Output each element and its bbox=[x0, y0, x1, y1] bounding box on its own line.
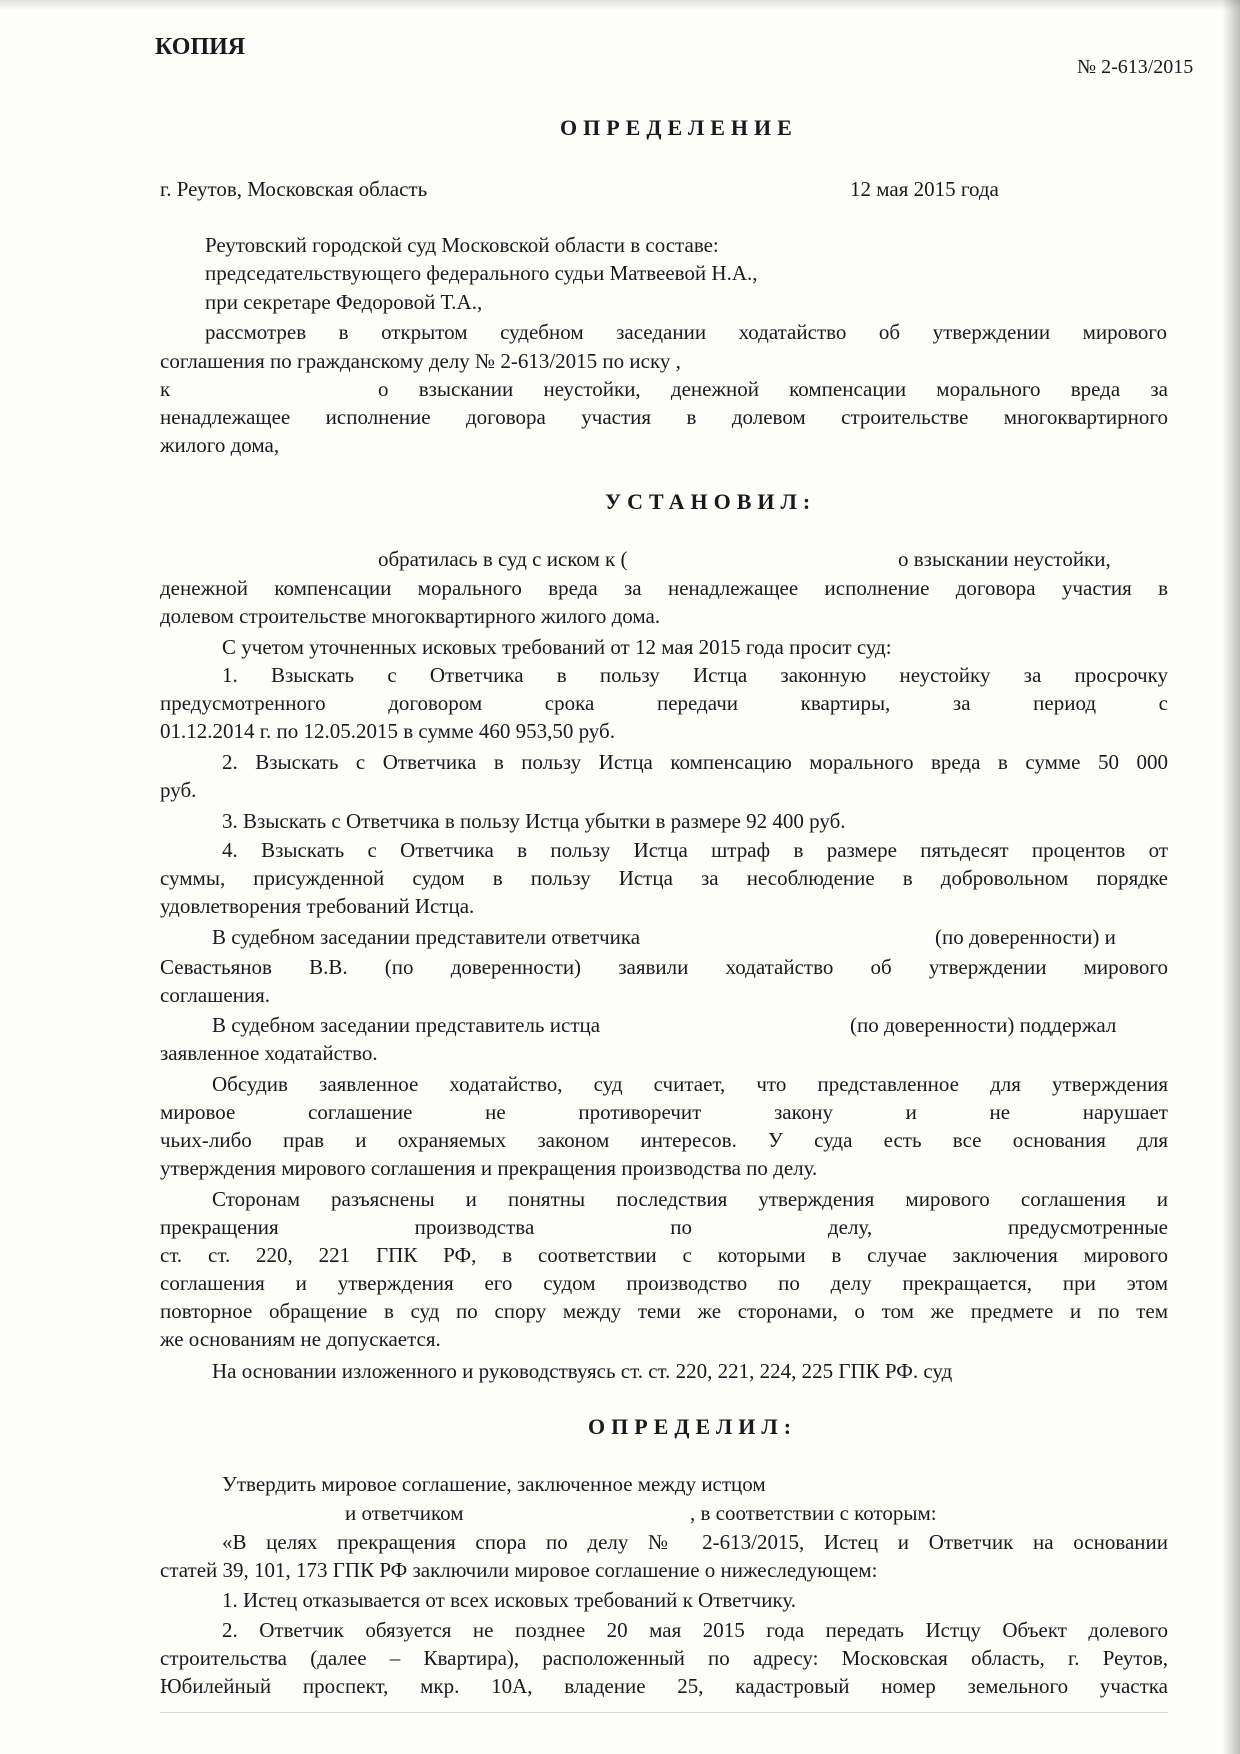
place: г. Реутов, Московская область bbox=[160, 177, 428, 201]
discussion-4: утверждения мирового соглашения и прекращения производства по делу. bbox=[160, 1156, 818, 1180]
decided-heading: ОПРЕДЕЛИЛ: bbox=[588, 1414, 798, 1439]
claim-line-1a: обратилась в суд с иском к ( bbox=[378, 547, 628, 571]
request-4b: суммы, присужденной судом в пользу Истца за несоблюдение в добровольном порядке bbox=[160, 866, 1168, 890]
request-4a: 4. Взыскать с Ответчика в пользу Истца штраф в размере пятьдесят процентов от bbox=[222, 838, 1168, 862]
intro-line-1: Реутовский городской суд Московской области в составе: bbox=[205, 233, 719, 257]
settlement-term-2a: 2. Ответчик обязуется не позднее 20 мая 2015 года передать Истцу Объект долевого bbox=[222, 1618, 1168, 1642]
claimant-rep-c: заявленное ходатайство. bbox=[160, 1041, 378, 1065]
explained-3: ст. ст. 220, 221 ГПК РФ, в соответствии с которыми в случае заключения мирового bbox=[160, 1243, 1168, 1267]
basis-line: На основании изложенного и руководствуясь ст. ст. 220, 221, 224, 225 ГПК РФ. суд bbox=[212, 1359, 953, 1383]
settlement-term-2c: Юбилейный проспект, мкр. 10А, владение 25, кадастровый номер земельного участка bbox=[160, 1674, 1168, 1698]
explained-4: соглашения и утверждения его судом производство по делу прекращается, при этом bbox=[160, 1271, 1168, 1295]
date: 12 мая 2015 года bbox=[850, 177, 999, 201]
scan-edge-right bbox=[1222, 0, 1240, 1754]
document-title: ОПРЕДЕЛЕНИЕ bbox=[560, 115, 798, 140]
decision-line-2b: , в соответствии с которым: bbox=[690, 1501, 937, 1525]
discussion-2: мировое соглашение не противоречит закону и не нарушает bbox=[160, 1100, 1168, 1124]
intro-line-5: соглашения по гражданскому делу № 2-613/2015 по иску , bbox=[160, 349, 681, 373]
settlement-intro-1: «В целях прекращения спора по делу № 2-613/2015, Истец и Ответчик на основании bbox=[222, 1530, 1168, 1554]
intro-line-7: ненадлежащее исполнение договора участия в долевом строительстве многоквартирного bbox=[160, 405, 1168, 429]
decision-line-1: Утвердить мировое соглашение, заключенное между истцом bbox=[222, 1472, 766, 1496]
established-heading: УСТАНОВИЛ: bbox=[605, 489, 817, 514]
discussion-3: чьих-либо прав и охраняемых законом интересов. У суда есть все основания для bbox=[160, 1128, 1168, 1152]
intro-line-4: рассмотрев в открытом судебном заседании ходатайство об утверждении мирового bbox=[205, 320, 1167, 344]
request-2a: 2. Взыскать с Ответчика в пользу Истца компенсацию морального вреда в сумме 50 000 bbox=[222, 750, 1168, 774]
respondent-reps-c: Севастьянов В.В. (по доверенности) заявили ходатайство об утверждении мирового bbox=[160, 955, 1168, 979]
respondent-reps-d: соглашения. bbox=[160, 983, 271, 1007]
request-3: 3. Взыскать с Ответчика в пользу Истца убытки в размере 92 400 руб. bbox=[222, 809, 846, 833]
claim-line-1d: долевом строительстве многоквартирного жилого дома. bbox=[160, 604, 661, 628]
respondent-reps-a: В судебном заседании представители ответчика bbox=[212, 925, 641, 949]
request-1b: предусмотренного договором срока передачи квартиры, за период с bbox=[160, 691, 1168, 715]
explained-2: прекращения производства по делу, предусмотренные bbox=[160, 1215, 1168, 1239]
intro-line-2: председательствующего федерального судьи Матвеевой Н.А., bbox=[205, 261, 758, 285]
decision-line-2a: и ответчиком bbox=[345, 1501, 464, 1525]
claim-line-2: С учетом уточненных исковых требований от 12 мая 2015 года просит суд: bbox=[222, 635, 892, 659]
intro-line-8: жилого дома, bbox=[160, 433, 280, 457]
request-4c: удовлетворения требований Истца. bbox=[160, 894, 475, 918]
intro-line-6a: к bbox=[160, 377, 171, 401]
settlement-term-1: 1. Истец отказывается от всех исковых требований к Ответчику. bbox=[222, 1588, 797, 1612]
claimant-rep-a: В судебном заседании представитель истца bbox=[212, 1013, 601, 1037]
explained-6: же основаниям не допускается. bbox=[160, 1327, 441, 1351]
discussion-1: Обсудив заявленное ходатайство, суд считает, что представленное для утверждения bbox=[212, 1072, 1168, 1096]
respondent-reps-b: (по доверенности) и bbox=[935, 925, 1116, 949]
claim-line-1b: о взыскании неустойки, bbox=[898, 547, 1111, 571]
explained-5: повторное обращение в суд по спору между теми же сторонами, о том же предмете и по тем bbox=[160, 1299, 1168, 1323]
claim-line-1c: денежной компенсации морального вреда за ненадлежащее исполнение договора участия в bbox=[160, 576, 1168, 600]
settlement-intro-2: статей 39, 101, 173 ГПК РФ заключили мировое соглашение о нижеследующем: bbox=[160, 1558, 878, 1582]
scan-edge-top bbox=[0, 0, 1240, 10]
case-number: № 2-613/2015 bbox=[1077, 56, 1194, 78]
request-1a: 1. Взыскать с Ответчика в пользу Истца законную неустойку за просрочку bbox=[222, 663, 1168, 687]
request-2b: руб. bbox=[160, 778, 197, 802]
settlement-term-2b: строительства (далее – Квартира), расположенный по адресу: Московская область, г. Реутов, bbox=[160, 1646, 1168, 1670]
intro-line-3: при секретаре Федоровой Т.А., bbox=[205, 290, 483, 314]
request-1c: 01.12.2014 г. по 12.05.2015 в сумме 460 953,50 руб. bbox=[160, 719, 615, 743]
claimant-rep-b: (по доверенности) поддержал bbox=[850, 1013, 1117, 1037]
copy-label: КОПИЯ bbox=[155, 34, 246, 60]
cut-off-line bbox=[160, 1712, 1168, 1713]
intro-line-6b: о взыскании неустойки, денежной компенсации морального вреда за bbox=[378, 377, 1168, 401]
explained-1: Сторонам разъяснены и понятны последствия утверждения мирового соглашения и bbox=[212, 1187, 1168, 1211]
